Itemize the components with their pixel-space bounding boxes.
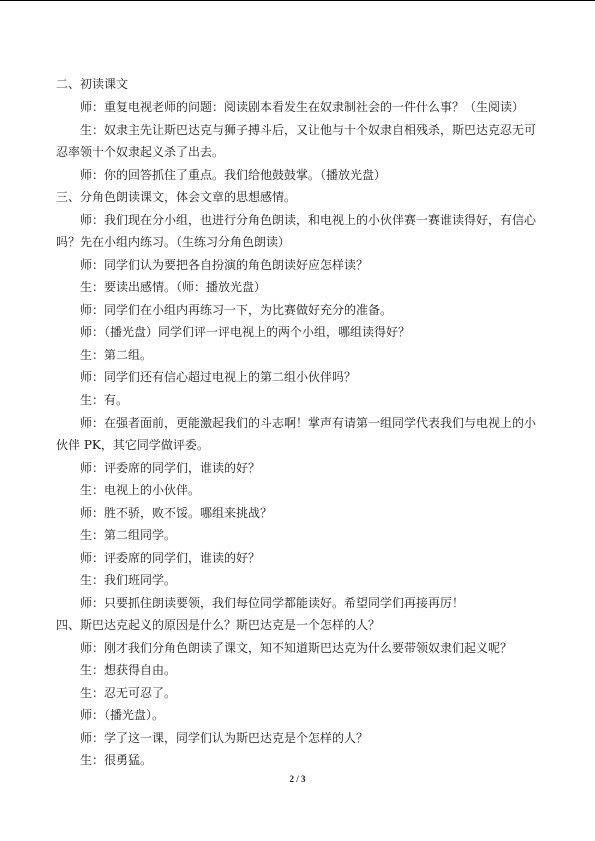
paragraph-line: 吗？先在小组内练习。（生练习分角色朗读）	[56, 235, 291, 249]
paragraph-line: 师：同学们还有信心超过电视上的第二组小伙伴吗？	[80, 370, 357, 384]
paragraph-line: 生：奴隶主先让斯巴达克与狮子搏斗后，又让他与十个奴隶自相残杀，斯巴达克忍无可	[80, 123, 537, 137]
paragraph-line: 师：胜不骄，败不馁。哪组来挑战？	[80, 506, 273, 520]
paragraph-line: 师：（播光盘）同学们评一评电视上的两个小组，哪组读得好？	[80, 325, 411, 339]
section-heading-4: 四、斯巴达克起义的原因是什么？斯巴达克是一个怎样的人？	[56, 618, 381, 632]
paragraph-line: 师：学了这一课，同学们认为斯巴达克是个怎样的人？	[80, 731, 369, 745]
paragraph-line: 师：评委席的同学们，谁读的好？	[80, 551, 261, 565]
page-number: 2 / 3	[289, 774, 306, 784]
paragraph-line: 生：要读出感情。（师：播放光盘）	[80, 280, 267, 294]
top-border-line	[0, 0, 595, 1]
section-heading-2: 二、初读课文	[56, 77, 129, 91]
paragraph-line: 生：第二组同学。	[80, 528, 177, 542]
paragraph-line: 师：我们现在分小组，也进行分角色朗读，和电视上的小伙伴赛一赛谁读得好，有信心	[80, 213, 537, 227]
paragraph-line: 师：刚才我们分角色朗读了课文，知不知道斯巴达克为什么要带领奴隶们起义呢？	[80, 641, 513, 655]
paragraph-line: 伙伴 PK，其它同学做评委。	[56, 438, 209, 452]
paragraph-line: 忍率领十个奴隶起义杀了出去。	[56, 145, 225, 159]
paragraph-line: 师：在强者面前，更能激起我们的斗志啊！掌声有请第一组同学代表我们与电视上的小	[80, 416, 537, 430]
section-heading-3: 三、分角色朗读课文，体会文章的思想感情。	[56, 190, 297, 204]
paragraph-line: 生：电视上的小伙伴。	[80, 483, 201, 497]
paragraph-line: 生：我们班同学。	[80, 573, 177, 587]
paragraph-line: 生：很勇猛。	[80, 753, 153, 767]
paragraph-line: 师：你的回答抓住了重点。我们给他鼓鼓掌。（播放光盘）	[80, 168, 387, 182]
paragraph-line: 师：（播光盘）。	[80, 708, 165, 722]
paragraph-line: 生：想获得自由。	[80, 663, 177, 677]
paragraph-line: 师：只要抓住朗读要领，我们每位同学都能读好。希望同学们再接再厉！	[80, 596, 465, 610]
paragraph-line: 生：第二组。	[80, 348, 153, 362]
paragraph-line: 生：有。	[80, 393, 129, 407]
paragraph-line: 师：重复电视老师的问题：阅读剧本看发生在奴隶制社会的一件什么事？（生阅读）	[80, 100, 525, 114]
paragraph-line: 师：同学们认为要把各自扮演的角色朗读好应怎样读？	[80, 258, 369, 272]
paragraph-line: 师：评委席的同学们，谁读的好？	[80, 461, 261, 475]
paragraph-line: 生：忍无可忍了。	[80, 686, 177, 700]
paragraph-line: 师：同学们在小组内再练习一下，为比赛做好充分的准备。	[80, 303, 393, 317]
